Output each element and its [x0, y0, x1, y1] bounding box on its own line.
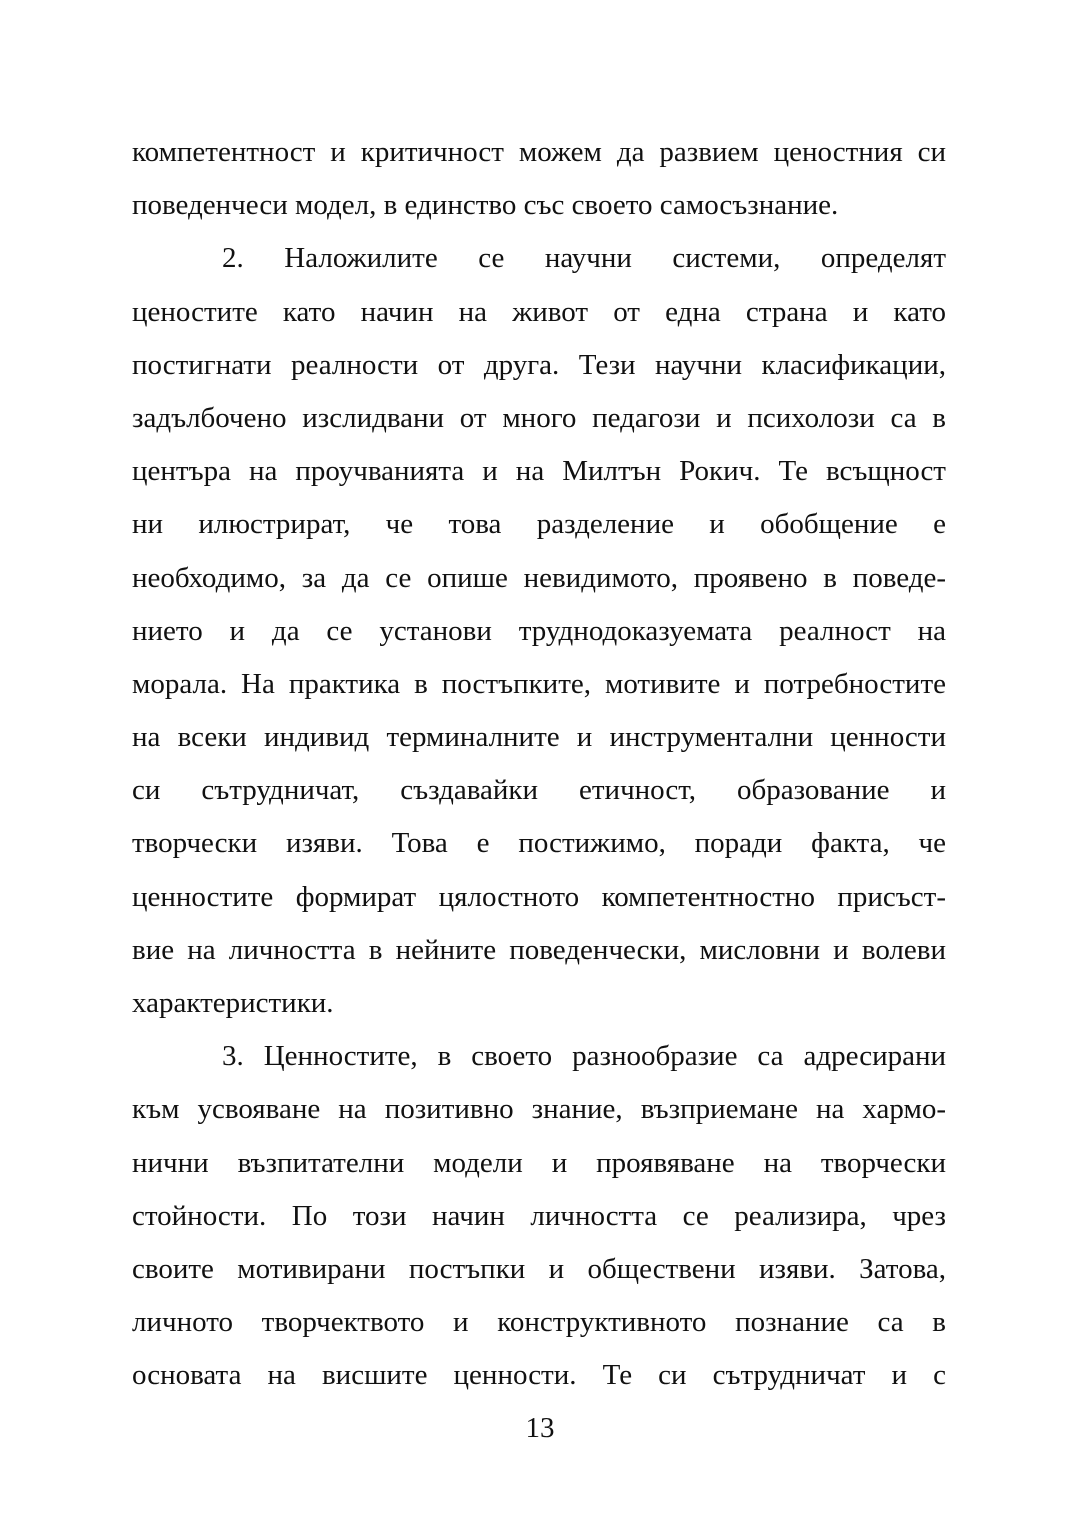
- text-line: компетентност и критичност можем да развием ценостния си: [132, 136, 946, 168]
- text-line: необходимо, за да се опише невидимото, проявено в поведе-: [132, 561, 946, 594]
- text-line: на всеки индивид терминалните и инструментални ценности: [132, 721, 946, 754]
- text-line: стойности. По този начин личността се реализира, чрез: [132, 1199, 946, 1232]
- text-line: постигнати реалности от друга. Тези научни класификации,: [132, 348, 946, 381]
- text-line: задълбочено изслидвани от много педагози и психолози са в: [132, 401, 946, 434]
- page-number: 13: [525, 1412, 555, 1444]
- text-line: творчески изяви. Това е постижимо, поради факта, че: [132, 827, 946, 860]
- text-line: си сътрудничат, създавайки етичност, образование и: [132, 774, 946, 807]
- text-line: вие на личността в нейните поведенчески, мисловни и волеви: [132, 933, 946, 966]
- text-line: нични възпитателни модели и проявяване на творчески: [132, 1146, 946, 1179]
- text-line: нието и да се установи труднодоказуемата реалност на: [132, 614, 946, 647]
- text-line: ценностите формират цялостното компетентностно присъст-: [132, 880, 946, 913]
- text-line: основата на висшите ценности. Те си сътрудничат и с: [132, 1359, 946, 1392]
- text-line: личното творчектвото и конструктивното познание са в: [132, 1306, 946, 1339]
- text-line: 2. Наложилите се научни системи, определят: [222, 242, 946, 275]
- text-line: ценостите като начин на живот от една страна и като: [132, 295, 946, 328]
- body-text: [132, 126, 946, 1403]
- text-line: центъра на проучванията и на Милтън Рокич. Те всъщност: [132, 455, 946, 488]
- text-line: характеристики.: [132, 987, 334, 1019]
- text-line: морала. На практика в постъпките, мотивите и потребностите: [132, 667, 946, 700]
- text-line: към усвояване на позитивно знание, възприемане на хармо-: [132, 1093, 946, 1126]
- text-line: ни илюстрират, че това разделение и обобщение е: [132, 508, 946, 541]
- text-line: своите мотивирани постъпки и обществени изяви. Затова,: [132, 1252, 946, 1285]
- text-line: поведенчеси модел, в единство със своето самосъзнание.: [132, 189, 839, 222]
- text-line: 3. Ценностите, в своето разнообразие са адресирани: [222, 1040, 946, 1073]
